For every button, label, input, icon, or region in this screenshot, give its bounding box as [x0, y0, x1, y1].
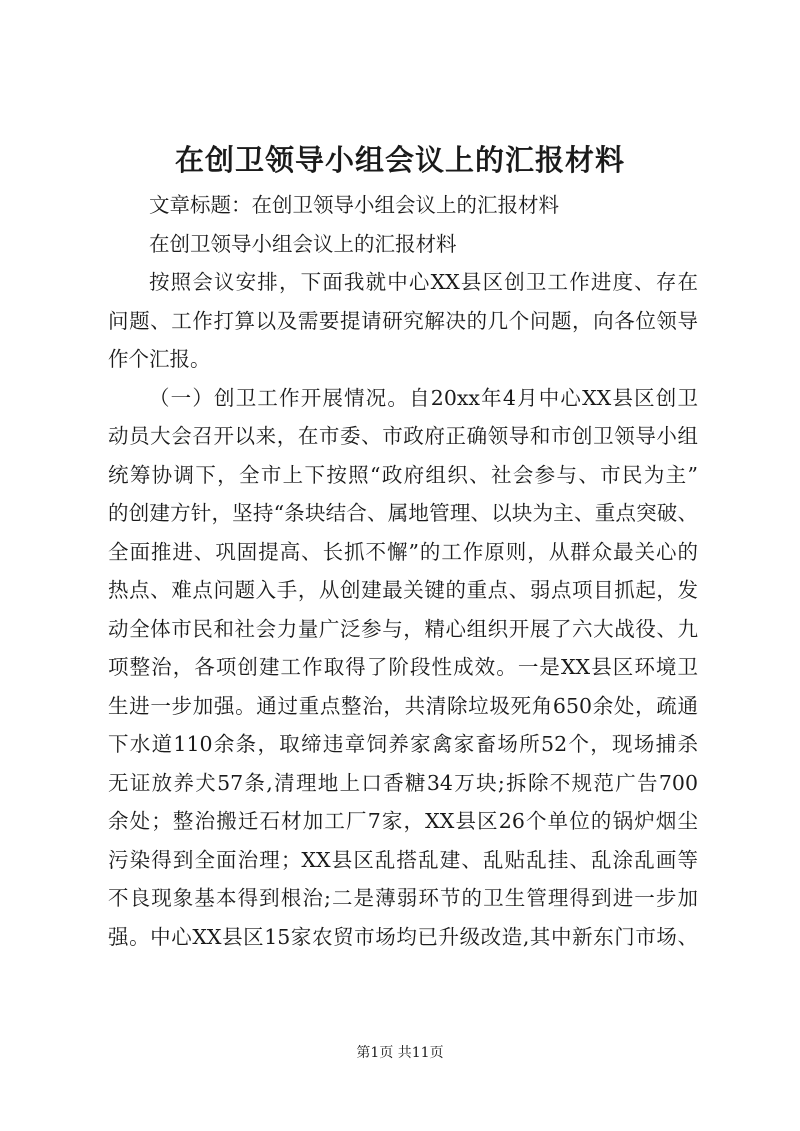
paragraph: [108, 379, 698, 995]
paragraph: [108, 186, 698, 225]
text-line: [108, 956, 698, 995]
paragraph: [108, 263, 698, 379]
text-line: 项整治，各项创建工作取得了阶段性成效。一是XX县区环境卫: [108, 655, 698, 679]
text-line: 在创卫领导小组会议上的汇报材料: [149, 231, 457, 256]
text-line: 无证放养犬57条,清理地上口香糖34万块;拆除不规范广告700: [108, 770, 698, 795]
text-line: 强。中心XX县区15家农贸市场均已升级改造,其中新东门市场、: [108, 924, 698, 949]
text-line: 余处；整治搬迁石材加工厂7家，XX县区26个单位的锅炉烟尘: [108, 809, 698, 833]
text-line: 污染得到全面治理；XX县区乱搭乱建、乱贴乱挂、乱涂乱画等: [108, 847, 698, 872]
text-line: 的创建方针，坚持“条块结合、属地管理、以块为主、重点突破、: [108, 501, 698, 525]
text-line: （一）创卫工作开展情况。自20xx年4月中心XX县区创卫: [149, 385, 698, 410]
paragraph: [108, 225, 698, 264]
text-line: 统筹协调下，全市上下按照“政府组织、社会参与、市民为主”: [108, 462, 698, 487]
text-line: 作个汇报。: [108, 347, 211, 371]
text-line: 问题、工作打算以及需要提请研究解决的几个问题，向各位领导: [108, 308, 698, 333]
text-line: 按照会议安排，下面我就中心XX县区创卫工作进度、存在: [149, 270, 698, 294]
page-footer: 第1页 共11页: [356, 1045, 444, 1061]
text-line: 热点、难点问题入手，从创建最关键的重点、弱点项目抓起，发: [108, 578, 698, 602]
text-line: 不良现象基本得到根治;二是薄弱环节的卫生管理得到进一步加: [108, 886, 698, 910]
text-line: 生进一步加强。通过重点整治，共清除垃圾死角650余处，疏通: [108, 693, 698, 718]
document-title: 在创卫领导小组会议上的汇报材料: [174, 143, 625, 177]
text-line: 动员大会召开以来，在市委、市政府正确领导和市创卫领导小组: [108, 424, 698, 448]
text-line: 动全体市民和社会力量广泛参与，精心组织开展了六大战役、九: [108, 616, 698, 641]
text-line: 全面推进、巩固提高、长抓不懈”的工作原则，从群众最关心的: [108, 539, 698, 564]
text-line: 文章标题：在创卫领导小组会议上的汇报材料: [149, 193, 559, 217]
document-body: [108, 186, 698, 995]
text-line: 下水道110余条，取缔违章饲养家禽家畜场所52个，现场捕杀: [108, 732, 698, 756]
